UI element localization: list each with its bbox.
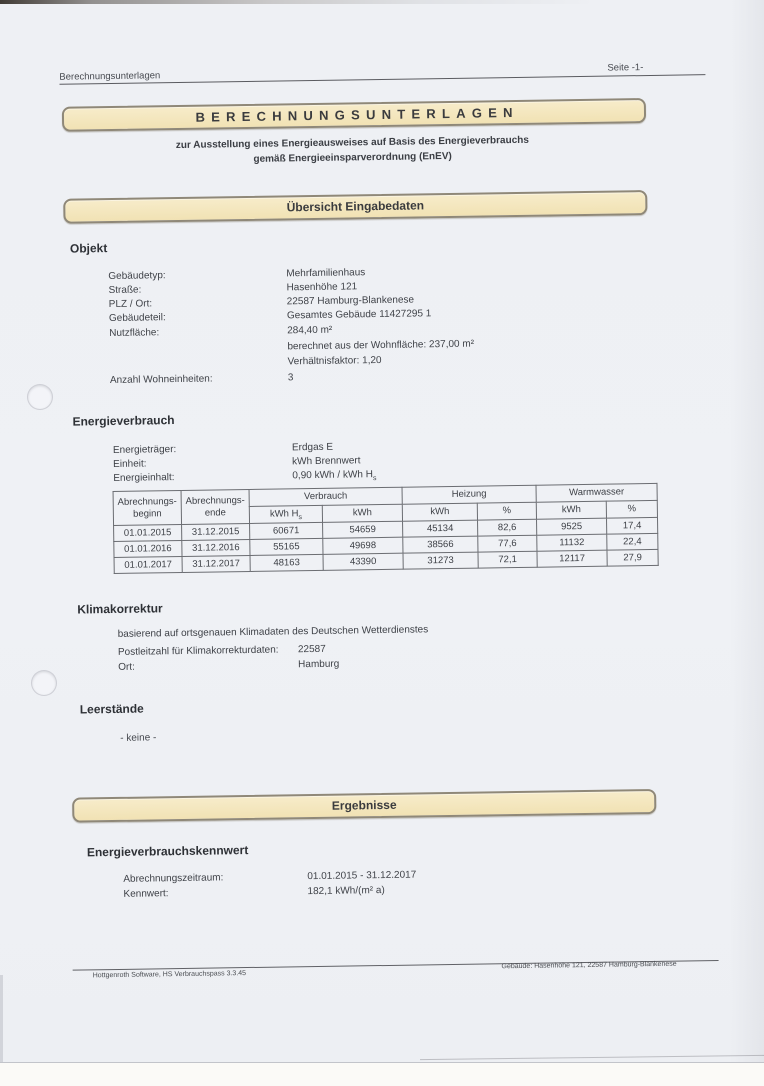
section-banner-eingabedaten: Übersicht Eingabedaten [63,190,647,224]
field-label: Ort: [118,661,135,673]
table-cell: 9525 [537,518,607,535]
col-subheader-kwh: kWh [322,504,402,522]
footer-software-info: Hottgenroth Software, HS Verbrauchspass 3.3.45 [92,970,247,980]
klimakorrektur-note: basierend auf ortsgenauen Klimadaten des Deutschen Wetterdienstes [117,624,429,640]
field-value: Gesamtes Gebäude 11427295 1 [286,308,432,322]
table-cell: 77,6 [478,535,537,552]
field-label: Energieträger: [112,444,177,456]
col-subheader-kwh-hs: kWh $H_s$ [249,505,322,523]
title-banner [62,98,646,132]
col-header-abrechnungsbeginn: Abrechnungs- beginn [113,490,181,525]
table-cell: 49698 [323,537,403,554]
section-banner-ergebnisse: Ergebnisse [72,789,656,823]
field-value: Mehrfamilienhaus [286,267,366,280]
table-cell: 11132 [537,534,607,551]
field-value: kWh Brennwert [292,455,361,468]
verbrauch-table [113,483,659,574]
table-cell: 31.12.2017 [182,555,250,572]
table-cell: 22,4 [607,533,658,550]
field-value: 3 [287,372,294,384]
footer-building-info: Gebäude: Hasenhöhe 121, 22587 Hamburg-Blankenese [501,960,677,971]
subtitle-line-2: gemäß Energieeinsparverordnung (EnEV) [253,150,452,165]
energieverbrauch-fields [113,440,377,486]
table-cell: 43390 [323,553,403,570]
col-subheader-kwh: kWh [402,503,477,521]
field-label: Abrechnungszeitraum: [123,872,224,885]
document-title: BERECHNUNGSUNTERLAGEN [195,104,519,125]
field-label: Energieinhalt: [113,472,175,484]
table-cell: 01.01.2016 [114,540,182,557]
table-cell: 72,1 [478,551,537,568]
field-value: 0,90 kWh / kWh $H_s$ [292,469,377,483]
field-value: 22587 [297,643,326,656]
table-cell: 01.01.2015 [114,524,182,541]
running-title: Berechnungsunterlagen [59,70,161,83]
col-subheader-kwh: kWh [536,501,606,519]
field-label: Straße: [108,284,142,297]
field-row [113,468,376,486]
table-cell: 60671 [250,522,323,539]
table-cell: 31.12.2015 [182,523,250,540]
field-label: Kennwert: [123,888,169,900]
table-cell: 27,9 [607,549,658,566]
section-heading-leerstaende: Leerstände [79,701,144,717]
field-label: Nutzfläche: [109,327,160,340]
table-cell: 82,6 [478,519,537,536]
field-label: Postleitzahl für Klimakorrekturdaten: [117,644,279,658]
field-label: PLZ / Ort: [108,298,153,311]
table-cell: 45134 [403,520,478,537]
col-group-heizung: Heizung [402,485,536,504]
section-heading-klimakorrektur: Klimakorrektur [77,601,163,617]
table-cell: 54659 [323,521,403,538]
page-number: Seite -1- [607,62,644,74]
table-cell: 12117 [537,550,607,567]
col-header-abrechnungsende: Abrechnungs- ende [181,489,249,524]
leerstaende-value: - keine - [120,732,157,744]
klimakorrektur-fields [118,642,340,675]
col-group-warmwasser: Warmwasser [536,483,657,502]
scan-left-edge-artifact [0,975,3,1062]
table-cell: 31.12.2016 [182,539,250,556]
field-label: Gebäudeteil: [108,312,166,325]
table-cell: 48163 [250,554,323,571]
table-cell: 38566 [403,536,478,553]
field-value: 284,40 m² [287,324,333,337]
field-label: Gebäudetyp: [108,270,166,283]
col-subheader-percent: % [606,500,657,518]
field-label [109,340,287,357]
col-subheader-percent: % [477,502,536,520]
table-cell: 55165 [250,538,323,555]
section-heading-energieverbrauch: Energieverbrauch [72,413,175,429]
field-value: 22587 Hamburg-Blankenese [286,294,415,308]
field-row [110,369,475,388]
kennwert-fields [123,868,416,902]
objekt-fields [108,265,474,388]
col-group-verbrauch: Verbrauch [249,487,402,506]
field-value: Hamburg [298,658,340,671]
field-label [110,355,288,372]
table-cell: 01.01.2017 [114,556,182,573]
field-value: Verhältnisfaktor: 1,20 [287,354,382,368]
field-value: 01.01.2015 - 31.12.2017 [307,869,417,883]
document-subtitle [62,131,642,170]
field-label: Einheit: [113,458,147,470]
table-cell: 17,4 [606,517,657,534]
field-label: Anzahl Wohneinheiten: [109,373,213,387]
field-value: Hasenhöhe 121 [286,281,358,294]
field-value: Erdgas E [291,441,334,454]
table-cell: 31273 [403,552,478,569]
field-row [118,657,339,675]
field-row [123,883,416,902]
field-value: 182,1 kWh/(m² a) [307,885,385,898]
section-heading-objekt: Objekt [69,241,108,256]
field-value: berechnet aus der Wohnfläche: 237,00 m² [287,338,475,353]
subtitle-line-1: zur Ausstellung eines Energieausweises auf Basis des Energieverbrauchs [175,134,530,152]
section-heading-energieverbrauchskennwert: Energieverbrauchskennwert [86,843,249,860]
